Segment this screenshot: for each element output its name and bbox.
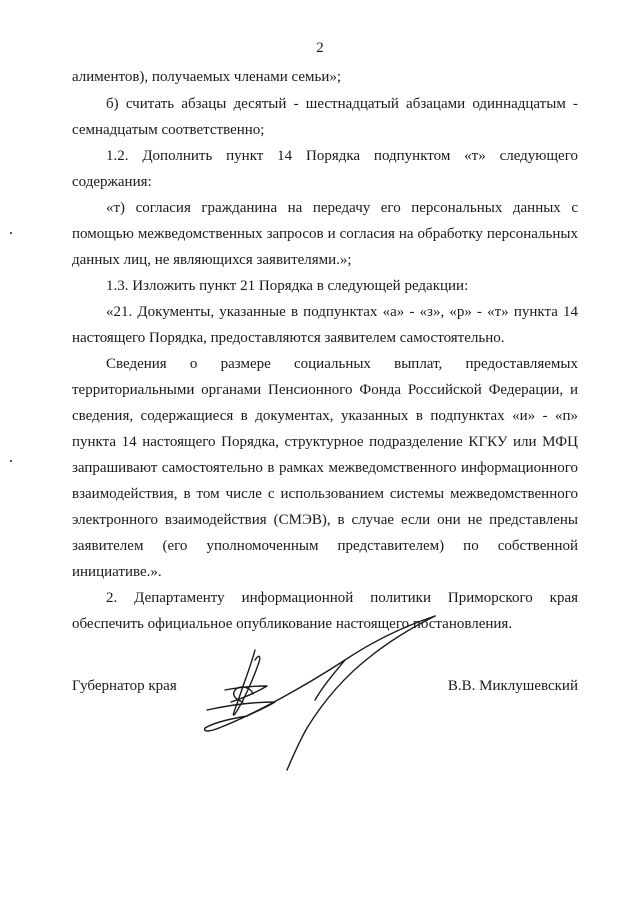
paragraph-21-line2: настоящего Порядка, предоставляются заявителем самостоятельно. — [72, 330, 505, 346]
paragraph-alimony-end: алиментов), получаемых членами семьи»; — [72, 69, 342, 85]
paragraph-item-t-end: данных лиц, не являющихся заявителями.»; — [72, 252, 352, 268]
paragraph-21-line1: «21. Документы, указанные в подпунктах «а» - «з», «р» - «т» пункта 14 — [106, 304, 578, 320]
paragraph-information: Сведения о размере социальных выплат, предоставляемых территориальными органами Пенсионного Фонда Российской Федерации, и сведения, содержащиеся в документах, указанных в подпунктах «и» - «п» пункта 14 настоящего Порядка, структурное подразделение КГКУ или МФЦ запрашивают самостоятельно в рамках межведомственного информационного взаимодействия, в том числе с использованием системы межведомственного электронного взаимодействия (СМЭВ), в случае если они не представлены заявителем (его уполномоченным представителем) по собственной — [72, 356, 578, 554]
signatory-name: В.В. Миклушевский — [447, 678, 578, 694]
paragraph-2-line1: 2. Департаменту информационной политики Приморского края — [106, 590, 578, 606]
paragraph-item-b-line2: семнадцатым соответственно; — [72, 122, 265, 138]
scan-artifact-mark — [10, 460, 12, 462]
scan-artifact-mark — [10, 232, 12, 234]
paragraph-item-t: «т) согласия гражданина на передачу его персональных данных с помощью межведомственных запросов и согласия на обработку персональных — [72, 200, 578, 242]
paragraph-1-3: 1.3. Изложить пункт 21 Порядка в следующей редакции: — [106, 278, 469, 294]
signatory-title: Губернатор края — [72, 678, 177, 694]
paragraph-information-end: инициативе.». — [72, 564, 162, 580]
paragraph-1-2-line1: 1.2. Дополнить пункт 14 Порядка подпунктом «т» следующего — [106, 148, 578, 164]
handwritten-signature — [195, 610, 455, 775]
paragraph-1-2-line2: содержания: — [72, 174, 152, 190]
paragraph-2-line2: обеспечить официальное опубликование настоящего постановления. — [72, 616, 513, 632]
page-number: 2 — [316, 40, 324, 56]
paragraph-item-b-line1: б) считать абзацы десятый - шестнадцатый абзацами одиннадцатым - — [106, 96, 578, 112]
